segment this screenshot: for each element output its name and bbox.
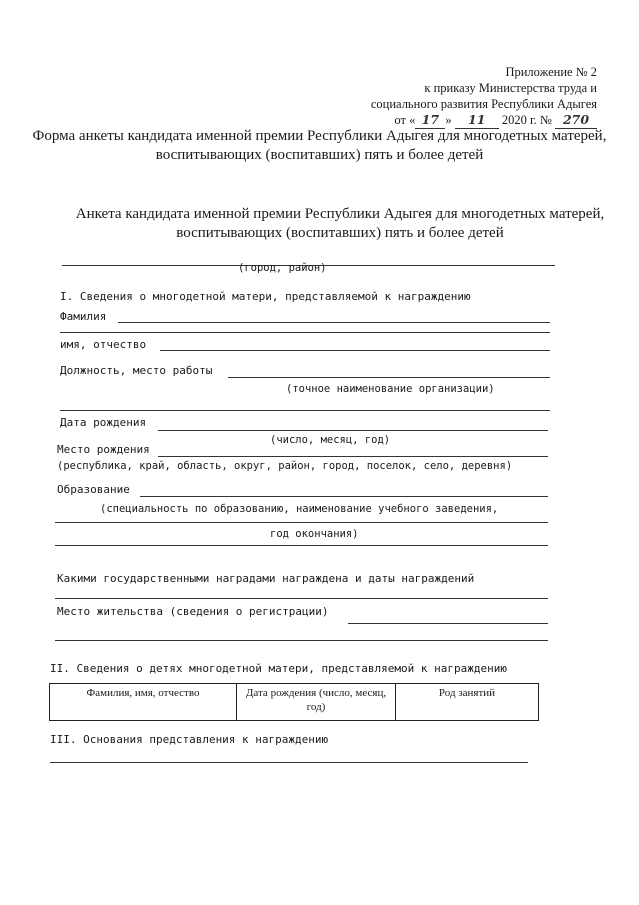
position-line[interactable] xyxy=(228,377,550,378)
section-1-heading: I. Сведения о многодетной матери, представляемой к награждению xyxy=(60,290,471,303)
col-occupation: Род занятий xyxy=(396,684,539,721)
surname-line[interactable] xyxy=(118,322,550,323)
residence-line-2[interactable] xyxy=(55,640,548,641)
education-line-3[interactable] xyxy=(55,545,548,546)
surname-line-2[interactable] xyxy=(60,332,550,333)
appendix-block xyxy=(371,64,597,129)
birthplace-hint: (республика, край, область, округ, район, город, поселок, село, деревня) xyxy=(57,460,513,472)
residence-label: Место жительства (сведения о регистрации) xyxy=(57,605,329,618)
position-label: Должность, место работы xyxy=(60,364,213,377)
appendix-line-3: социального развития Республики Адыгея xyxy=(370,97,597,111)
children-table xyxy=(49,683,539,721)
col-fio: Фамилия, имя, отчество xyxy=(50,684,237,721)
date-prefix: от « xyxy=(394,113,416,127)
birthdate-label: Дата рождения xyxy=(60,416,147,429)
appendix-line-1: Приложение № 2 xyxy=(505,65,597,79)
handwritten-month: 11 xyxy=(455,112,499,129)
birthdate-hint: (число, месяц, год) xyxy=(270,434,391,446)
birthdate-line[interactable] xyxy=(158,430,548,431)
col-birthdate: Дата рождения (число, месяц, год) xyxy=(237,684,396,721)
birthplace-line[interactable] xyxy=(158,456,548,457)
awards-line[interactable] xyxy=(55,598,548,599)
name-label: имя, отчество xyxy=(60,338,147,351)
education-label: Образование xyxy=(57,483,130,496)
awards-label: Какими государственными наградами награждена и даты награждений xyxy=(57,572,475,585)
birthplace-label: Место рождения xyxy=(57,443,150,456)
education-line[interactable] xyxy=(140,496,548,497)
education-hint: (специальность по образованию, наименование учебного заведения, xyxy=(100,503,499,515)
section-3-heading: III. Основания представления к награждению xyxy=(50,733,329,746)
name-line[interactable] xyxy=(160,350,550,351)
children-table-header xyxy=(50,684,539,721)
handwritten-number: 270 xyxy=(555,112,597,129)
position-line-2[interactable] xyxy=(60,410,550,411)
education-line-2[interactable] xyxy=(55,522,548,523)
residence-line[interactable] xyxy=(348,623,548,624)
appendix-line-2: к приказу Министерства труда и xyxy=(424,81,597,95)
education-hint-2: год окончания) xyxy=(270,528,359,540)
year-text: 2020 г. № xyxy=(501,113,552,127)
section-2-heading: II. Сведения о детях многодетной матери, представляемой к награждению xyxy=(50,662,507,675)
position-hint: (точное наименование организации) xyxy=(286,383,495,395)
surname-label: Фамилия xyxy=(60,310,107,323)
anketa-title: Анкета кандидата именной премии Республики Адыгея для многодетных матерей, воспитывающих (воспитавших) пять и более детей xyxy=(75,206,605,241)
handwritten-day: 17 xyxy=(415,112,445,129)
grounds-line[interactable] xyxy=(50,762,528,763)
city-hint: (город, район) xyxy=(238,262,327,274)
date-mid: » xyxy=(445,113,452,127)
form-title: Форма анкеты кандидата именной премии Республики Адыгея для многодетных матерей, воспитывающих (воспитавших) пять и более детей xyxy=(32,128,607,163)
